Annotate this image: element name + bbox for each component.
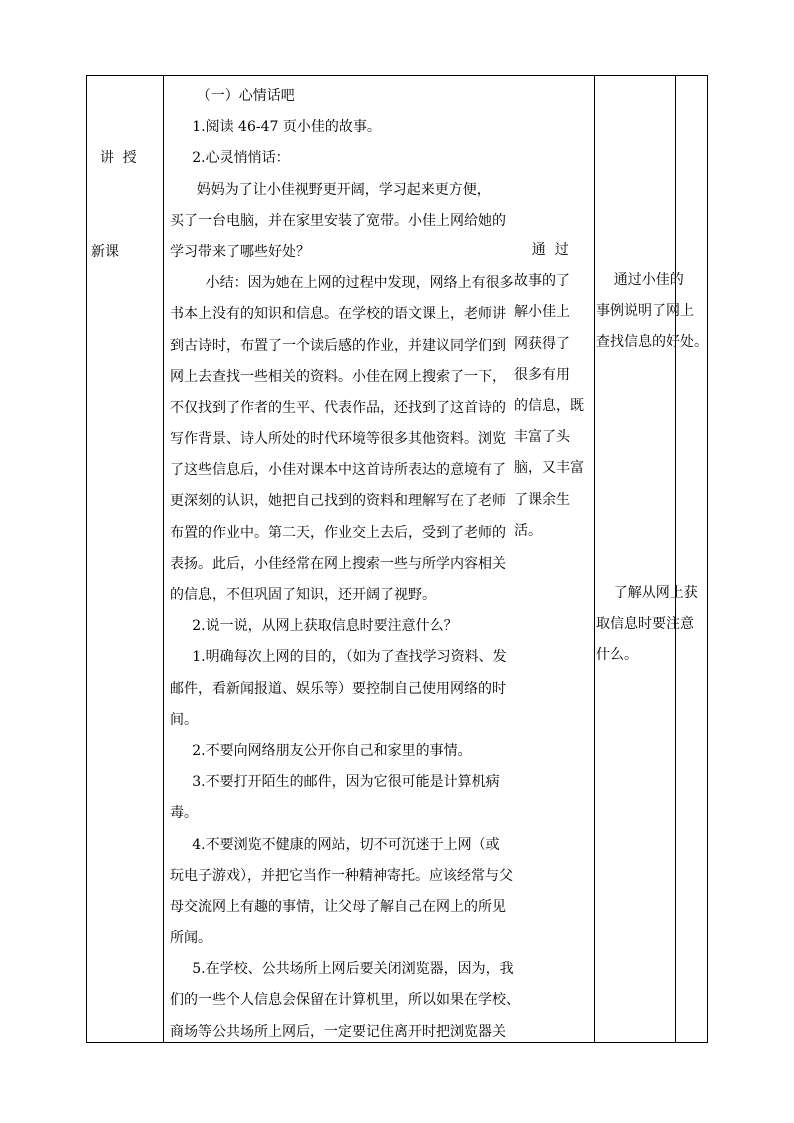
content-line: 表扬。此后，小佳经常在网上搜索一些与所学内容相关 <box>170 555 506 572</box>
content-line: 更深刻的认识，她把自己找到的资料和理解写在了老师 <box>170 493 506 510</box>
section-label-line: 讲 授 <box>91 150 137 167</box>
content-line: 玩电子游戏），并把它当作一种精神寄托。应该经常与父 <box>170 867 513 884</box>
purpose-line: 故事的了 <box>514 273 570 290</box>
content-line: 们的一些个人信息会保留在计算机里，所以如果在学校、 <box>170 992 520 1009</box>
content-line: 写作背景、诗人所处的时代环境等很多其他资料。浏览 <box>170 431 506 448</box>
notes-line: 查找信息的好处。 <box>596 334 708 351</box>
content-line: 邮件，看新闻报道、娱乐等）要控制自己使用网络的时 <box>170 680 506 697</box>
content-line: 2.不要向网络朋友公开你自己和家里的事情。 <box>170 742 472 759</box>
purpose-line: 很多有用 <box>514 366 570 383</box>
content-line: 1.阅读 46-47 页小佳的故事。 <box>170 119 381 136</box>
content-line: 买了一台电脑，并在家里安装了宽带。小佳上网给她的 <box>170 212 506 229</box>
notes-line: 事例说明了网上 <box>596 303 694 320</box>
column-notes <box>676 76 709 1042</box>
notes-line: 了解从网上获 <box>596 585 698 601</box>
section-label <box>91 81 159 299</box>
content-line: 1.明确每次上网的目的，（如为了查找学习资料、发 <box>170 649 507 666</box>
lesson-content <box>170 81 590 1048</box>
content-line: 所闻。 <box>170 930 212 947</box>
purpose-line: 网获得了 <box>514 335 570 352</box>
content-line: 小结：因为她在上网的过程中发现，网络上有很多 <box>170 275 514 292</box>
notes-block-2 <box>596 578 708 672</box>
content-line: 4.不要浏览不健康的网站，切不可沉迷于上网（或 <box>170 836 500 853</box>
purpose-line: 了课余生 <box>514 491 570 508</box>
content-line: 2.心灵悄悄话： <box>170 150 290 167</box>
content-line: 到古诗时，布置了一个读后感的作业，并建议同学们到 <box>170 337 506 354</box>
content-line: （一）心情话吧 <box>170 88 295 104</box>
notes-line: 什么。 <box>596 647 638 664</box>
purpose-line: 解小佳上 <box>514 304 570 321</box>
teaching-purpose <box>514 235 586 547</box>
notes-block-1 <box>596 265 708 359</box>
purpose-line: 的信息，既 <box>514 397 584 414</box>
content-line: 不仅找到了作者的生平、代表作品，还找到了这首诗的 <box>170 399 506 416</box>
content-line: 了这些信息后，小佳对课本中这首诗所表达的意境有了 <box>170 462 506 479</box>
purpose-line: 通 过 <box>514 242 569 258</box>
notes-line: 取信息时要注意 <box>596 616 694 633</box>
content-line: 毒。 <box>170 805 198 822</box>
content-line: 商场等公共场所上网后，一定要记住离开时把浏览器关 <box>170 1023 506 1040</box>
content-line: 间。 <box>170 711 198 728</box>
purpose-line: 丰富了头 <box>514 429 570 446</box>
content-line: 5.在学校、公共场所上网后要关闭浏览器，因为，我 <box>170 961 514 978</box>
content-line: 书本上没有的知识和信息。在学校的语文课上，老师讲 <box>170 306 506 323</box>
purpose-line: 脑，又丰富 <box>514 460 584 477</box>
purpose-line: 活。 <box>514 522 542 539</box>
content-line: 布置的作业中。第二天，作业交上去后，受到了老师的 <box>170 524 506 541</box>
content-line: 妈妈为了让小佳视野更开阔，学习起来更方便， <box>170 181 491 198</box>
content-line: 学习带来了哪些好处？ <box>170 243 310 260</box>
column-purpose <box>595 76 676 1042</box>
notes-line: 通过小佳的 <box>596 272 684 288</box>
content-line: 网上去查找一些相关的资料。小佳在网上搜索了一下， <box>170 368 506 385</box>
content-line: 的信息，不但巩固了知识，还开阔了视野。 <box>170 587 436 603</box>
section-label-line: 新课 <box>91 244 119 260</box>
content-line: 2.说一说，从网上获取信息时要注意什么？ <box>170 618 458 635</box>
content-line: 3.不要打开陌生的邮件，因为它很可能是计算机病 <box>170 774 500 791</box>
content-line: 母交流网上有趣的事情，让父母了解自己在网上的所见 <box>170 898 506 915</box>
